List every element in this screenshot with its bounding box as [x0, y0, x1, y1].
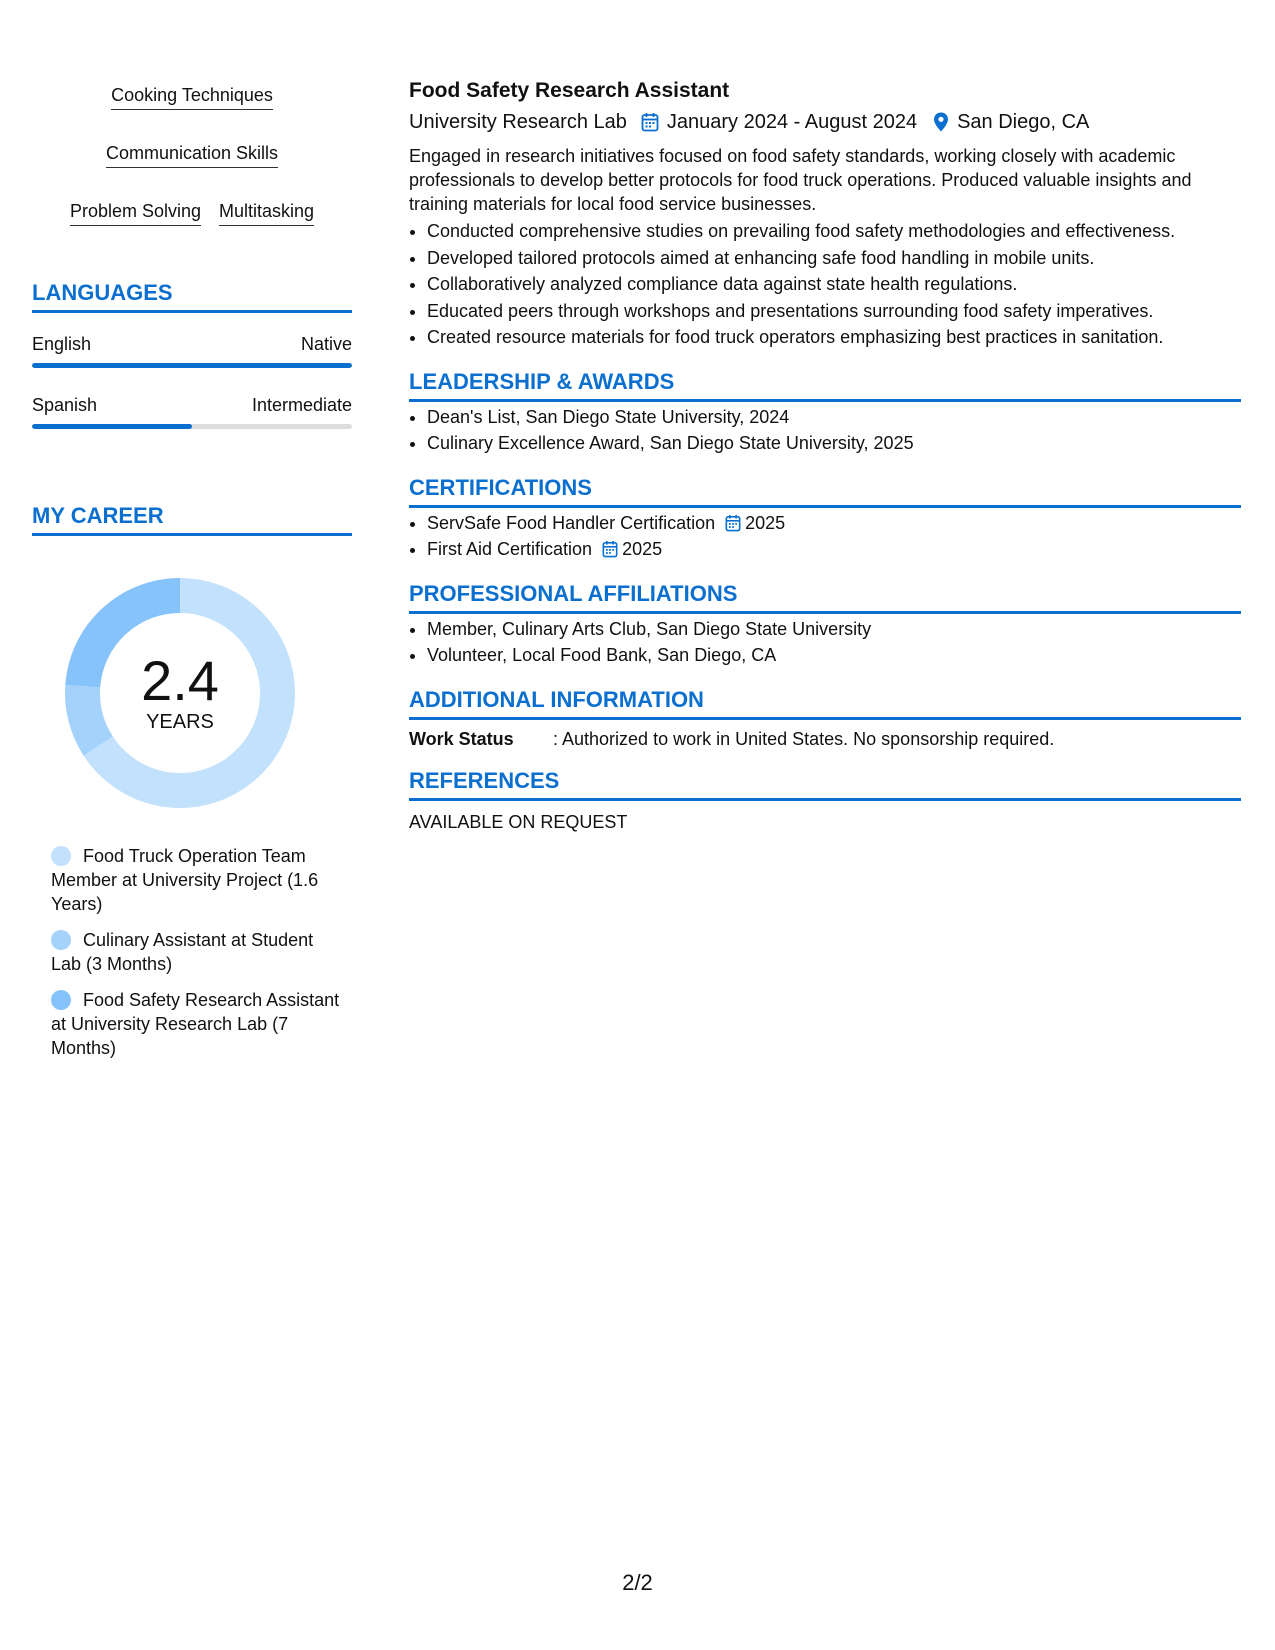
career-heading: MY CAREER [32, 503, 352, 536]
job-bullets [409, 218, 1241, 351]
leadership-heading: LEADERSHIP & AWARDS [409, 369, 1241, 402]
career-legend-item [51, 844, 341, 916]
certification-year: 2025 [622, 539, 663, 559]
leadership-section [409, 369, 1241, 457]
references-text: AVAILABLE ON REQUEST [409, 811, 628, 832]
certification-name: First Aid Certification [427, 539, 593, 559]
affiliations-list [409, 616, 1241, 669]
work-status-row [409, 728, 1241, 750]
legend-dot-icon [51, 990, 71, 1010]
language-proficiency-fill [32, 363, 352, 368]
list-item: • Volunteer, Local Food Bank, San Diego, CA [427, 642, 1241, 669]
right-column [409, 78, 1241, 833]
language-level: Native [300, 334, 352, 354]
references-heading: REFERENCES [409, 768, 1241, 801]
list-item: • Created resource materials for food truck operators emphasizing best practices in sanitation. [427, 324, 1241, 351]
legend-dot-icon [51, 846, 71, 866]
job-company: University Research Lab [409, 111, 627, 133]
language-name: English [32, 334, 92, 354]
job-dates: January 2024 - August 2024 [666, 111, 918, 133]
career-legend-label: Food Safety Research Assistant at University Research Lab (7 Months) [51, 990, 340, 1058]
certification-name: ServSafe Food Handler Certification [427, 512, 716, 533]
list-item: • Member, Culinary Arts Club, San Diego State University [427, 616, 1241, 643]
language-proficiency-fill [32, 424, 192, 429]
references-section [409, 768, 1241, 833]
career-donut-chart [65, 578, 295, 808]
list-item: • Dean's List, San Diego State University, 2024 [427, 404, 1241, 431]
skill-tag: Multitasking [219, 200, 314, 226]
language-level: Intermediate [251, 395, 352, 415]
calendar-icon [725, 514, 741, 532]
language-item [32, 333, 352, 368]
experience-entry [409, 78, 1241, 351]
languages-heading: LANGUAGES [32, 280, 352, 313]
job-title: Food Safety Research Assistant [409, 79, 730, 102]
job-summary: Engaged in research initiatives focused on food safety standards, working closely with academic professionals to develop better protocols for food truck operations. Produced valuable insights and training materials for local food service businesses. [409, 146, 1192, 214]
career-section [32, 503, 352, 1060]
career-legend-item [51, 988, 341, 1060]
leadership-list [409, 404, 1241, 457]
list-item: • Culinary Excellence Award, San Diego State University, 2025 [427, 430, 1241, 457]
skills-list [32, 84, 352, 226]
career-legend [32, 844, 341, 1060]
page-number: 2/2 [622, 1570, 653, 1595]
list-item: • Developed tailored protocols aimed at enhancing safe food handling in mobile units. [427, 245, 1241, 272]
job-meta [409, 110, 1241, 134]
list-item: • Conducted comprehensive studies on prevailing food safety methodologies and effectiveness. [427, 218, 1241, 245]
certifications-list [409, 510, 1241, 563]
career-legend-label: Food Truck Operation Team Member at University Project (1.6 Years) [51, 846, 319, 914]
additional-info-heading: ADDITIONAL INFORMATION [409, 687, 1241, 720]
location-pin-icon [933, 112, 949, 132]
job-location: San Diego, CA [957, 111, 1090, 133]
language-proficiency-bar [32, 363, 352, 368]
list-item [427, 510, 1241, 537]
left-column [32, 84, 352, 1072]
list-item: • Educated peers through workshops and presentations surrounding food safety imperatives. [427, 298, 1241, 325]
language-proficiency-bar [32, 424, 352, 429]
certification-year: 2025 [745, 512, 786, 533]
list-item [427, 536, 1241, 563]
languages-section [32, 280, 352, 429]
skill-tag: Cooking Techniques [111, 84, 273, 110]
list-item: • Collaboratively analyzed compliance data against state health regulations. [427, 271, 1241, 298]
career-legend-item [51, 928, 341, 976]
skill-tag: Communication Skills [106, 142, 278, 168]
affiliations-heading: PROFESSIONAL AFFILIATIONS [409, 581, 1241, 614]
skill-tag: Problem Solving [70, 200, 201, 226]
calendar-icon [602, 540, 618, 558]
career-total-unit: YEARS [146, 711, 214, 733]
language-name: Spanish [32, 395, 98, 415]
work-status-label: Work Status [409, 728, 514, 749]
certifications-heading: CERTIFICATIONS [409, 475, 1241, 508]
affiliations-section [409, 581, 1241, 669]
additional-info-section [409, 687, 1241, 750]
work-status-value: : Authorized to work in United States. No sponsorship required. [553, 728, 1055, 749]
certifications-section [409, 475, 1241, 563]
career-legend-label: Culinary Assistant at Student Lab (3 Months) [51, 930, 314, 974]
language-item [32, 394, 352, 429]
legend-dot-icon [51, 930, 71, 950]
calendar-icon [641, 112, 659, 132]
career-total-value: 2.4 [141, 649, 219, 712]
